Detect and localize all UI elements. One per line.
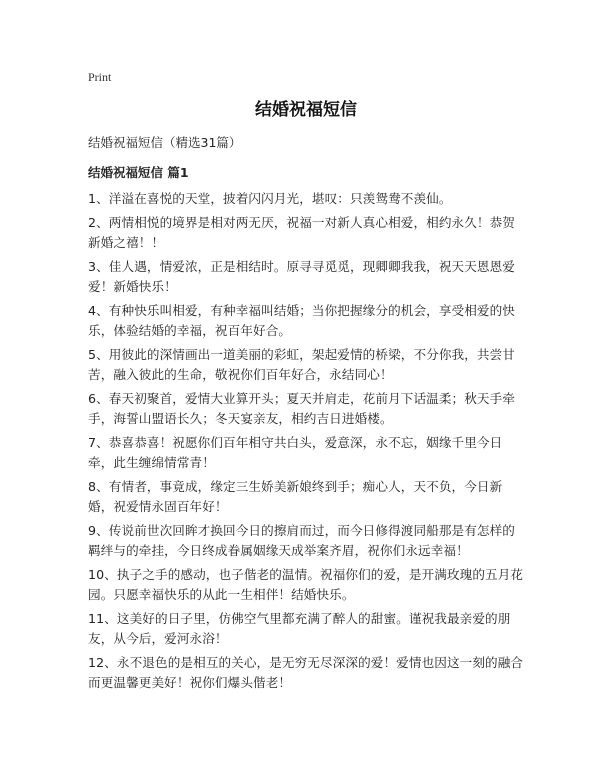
list-item: 12、永不退色的是相互的关心，是无穷无尽深深的爱！爱情也因这一刻的融合而更温馨更美好！祝你们爆头偕老！ (88, 655, 524, 690)
list-item: 1、洋溢在喜悦的天堂，披着闪闪月光，堪叹：只羡鸳鸯不羡仙。 (88, 191, 452, 206)
document-page (88, 70, 524, 697)
list-item: 10、执子之手的感动，也子偕老的温情。祝福你们的爱，是开满玫瑰的五月花园。只愿幸福快乐的从此一生相伴！结婚快乐。 (88, 567, 524, 602)
list-item: 7、恭喜恭喜！祝愿你们百年相守共白头，爱意深，永不忘，姻缘千里今日牵，此生缠绵情常青！ (88, 435, 503, 470)
list-item: 6、春天初聚首，爱情大业算开头；夏天并肩走，花前月下话温柔；秋天手牵手，海誓山盟语长久；冬天宴亲友，相约吉日进婚楼。 (88, 391, 516, 426)
list-item: 3、佳人遇，情爱浓，正是相结时。原寻寻觅觅，现卿卿我我，祝天天恩恩爱爱！新婚快乐！ (88, 259, 516, 294)
page-title: 结婚祝福短信 (255, 100, 357, 120)
list-item: 9、传说前世次回眸才换回今日的擦肩而过，而今日修得渡同船那是有怎样的羁绊与的牵挂，今日终成眷属姻缘天成举案齐眉，祝你们永远幸福！ (88, 523, 516, 558)
list-item: 4、有种快乐叫相爱，有种幸福叫结婚；当你把握缘分的机会，享受相爱的快乐，体验结婚的幸福，祝百年好合。 (88, 303, 516, 338)
list-item: 2、两情相悦的境界是相对两无厌，祝福一对新人真心相爱，相约永久！恭贺新婚之禧！！ (88, 215, 516, 250)
print-link[interactable]: Print (88, 70, 112, 84)
list-item: 8、有情者，事竟成，缘定三生娇美新娘终到手；痴心人，天不负，今日新婚，祝爱情永固百年好！ (88, 479, 503, 514)
list-item: 5、用彼此的深情画出一道美丽的彩虹，架起爱情的桥梁，不分你我，共尝甘苦，融入彼此的生命，敬祝你们百年好合，永结同心！ (88, 347, 516, 382)
section-heading: 结婚祝福短信 篇1 (88, 165, 189, 180)
document-subtitle: 结婚祝福短信（精选31篇） (88, 135, 242, 150)
list-item: 11、这美好的日子里，仿佛空气里都充满了醉人的甜蜜。谨祝我最亲爱的朋友，从今后，爱河永浴！ (88, 611, 511, 646)
